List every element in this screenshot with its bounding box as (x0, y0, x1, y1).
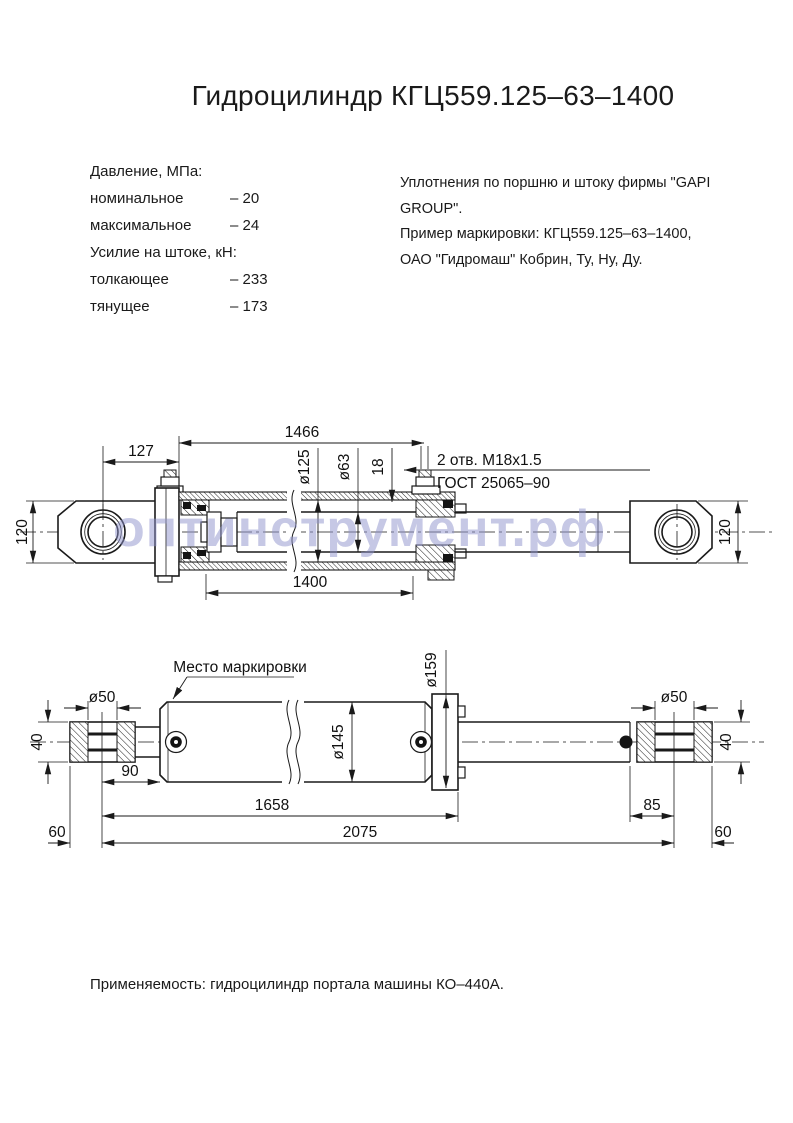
dim-145-label: ø145 (330, 724, 347, 760)
dim-50-left-label: ø50 (88, 689, 116, 706)
dim-18-label: 18 (370, 458, 387, 476)
dim-85-label: 85 (643, 797, 661, 814)
force-header: Усилие на штоке, кН: (90, 244, 237, 261)
spec-value: – 233 (230, 271, 268, 288)
dim-rod-diameter-label: ø63 (336, 453, 353, 481)
application-note: Применяемость: гидроцилиндр портала машины КО–440А. (90, 976, 504, 993)
port-holes-callout: 2 отв. М18х1.5 (437, 452, 542, 469)
marking-place-label: Место маркировки (173, 659, 307, 676)
spec-label: номинальное (90, 190, 184, 207)
dim-120-left-label: 120 (14, 519, 31, 545)
dim-90-label: 90 (121, 763, 139, 780)
dim-1466-label: 1466 (284, 424, 320, 441)
note-marking-example: Пример маркировки: КГЦ559.125–63–1400, (400, 226, 692, 242)
dim-60-right-label: 60 (714, 824, 732, 841)
dim-40-left-label: 40 (29, 733, 46, 751)
dim-127-label: 127 (128, 443, 154, 460)
pressure-header: Давление, МПа: (90, 163, 203, 180)
spec-value: – 20 (230, 190, 260, 207)
spec-label: максимальное (90, 217, 192, 234)
port-holes-gost: ГОСТ 25065–90 (437, 475, 550, 492)
dim-1658-label: 1658 (254, 797, 290, 814)
side-section-view (14, 424, 772, 600)
page-title: Гидроцилиндр КГЦ559.125–63–1400 (191, 80, 675, 111)
top-view (29, 650, 764, 848)
dim-1400-label: 1400 (292, 574, 328, 591)
dim-50-right-label: ø50 (660, 689, 688, 706)
spec-label: толкающее (90, 271, 169, 288)
spec-label: тянущее (90, 298, 150, 315)
dim-60-left-label: 60 (48, 824, 66, 841)
dim-2075-label: 2075 (342, 824, 378, 841)
note-seals: Уплотнения по поршню и штоку фирмы "GAPI GROUP". (400, 175, 711, 217)
watermark: оптинструмент.рф (113, 500, 607, 558)
dim-bore-diameter-label: ø125 (296, 449, 313, 485)
dim-120-right-label: 120 (717, 519, 734, 545)
dim-40-right-label: 40 (718, 733, 735, 751)
dim-159-label: ø159 (423, 652, 440, 688)
spec-value: – 173 (230, 298, 268, 315)
spec-value: – 24 (230, 217, 260, 234)
note-manufacturer: ОАО "Гидромаш" Кобрин, Ту, Ну, Ду. (400, 251, 643, 268)
